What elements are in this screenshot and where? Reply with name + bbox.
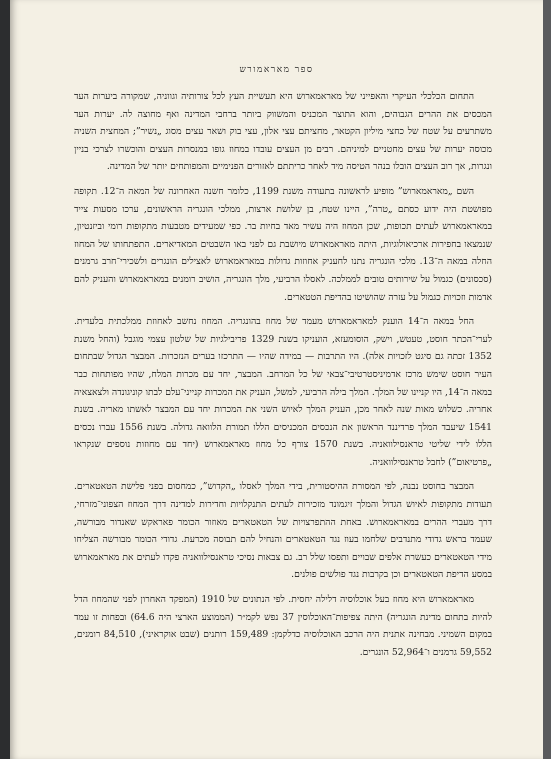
page-body (74, 88, 492, 668)
paragraph: מאראמארוש היא מחוז בעל אוכלוסיה דלילה יחסית. לפי הנתונים של 1910 (המפקד האחרון לפני שהמחוז הדל להיות בתחום מדינת הונגריה) היתה צפיפות־האוכלוסין 37 נפש לקמ״ר (הממוצע הארצי היה 64.6) ובפחות זו עמד במקום השמיני. מבחינה אתנית היה הרכב האוכלוסיה כדלקמן: 159,489 רותנים (שבט אוקראיני), 84,510 רומנים, 59,552 גרמנים ו־52,964 הונגרים. (74, 594, 493, 658)
paragraph: המבצר בחוסט נבנה, לפי המסורת ההיסטורית, בידי המלך לאסלו „הקדוש”, כמחסום בפני פלישת הטאטארים. תעודות מתקופות לאיוש הגדול והמלך זיגמונד מזכירות לעתים התנקלויות וחדירות למדינה דרך המחוז הצפוני־מזרחי, דרך מעברי ההרים במאראמארוש. באחת ההתפרצויות של הטאטארים מאוזור הכומר פאראקש שאנדור מבורשה, שעמד בראש גדודי מתנדבים שלחמו בעוז נגד הטאטארים והנחיל להם תבוסה מכרעת. גדודי הכומר מבורשה הצליחו מידי הטאטארים כעשרת אלפים שבויים ותפסו שלל רב. גם צבאות נסיכי טראנסילוואניה פקדו לעתים את מאראמארוש במסע הדיפת הטאטארים וכן בקרבות נגד פולשים פולנים. (74, 481, 492, 581)
running-header: ספר מאראמורש (239, 65, 314, 75)
paragraph: החל במאה ה־14 הוענק למאראמארוש מעמד של מחוז בהונגריה. המחוז נחשב לאחוזת ממלכתית בלעדית. לערי־הכתר חוסט, טעטש, וישק, הוסומעזא, הועניקו בשנת 1329 פריבילגיות של שלטון עצמי מוגבל (והחל משנת 1352 זכתה גם סיגט לזכויות אלה). היו התרבות — במידה שהיו — התרכזו בערים הנזכרות. המבצר הגדול שבתחום העיר חוסט שימש מרכז אדמיניסטרטיבי־צבאי של כל המרחב. המבצר, יחד עם מכרות המלח, שהיו מפותחות כבר במאה ה־14, היו קניינו של המלך. המלך בילה הרביעי, למשל, העניק את המכרות קנייני־עלם לבתו קוניגונדה ולצאצאיה אחריה. כשלוש מאות שנה לאחר מכן, העניק המלך לאיוש השני את המכרות יחד עם המבצר לאשתו מאריה. בשנת 1541 שיעבד המלך פרדיננד הראשון את הנכסים המכניסים הללו תמורת הלוואה גדולה. בשנת 1556 עברו נכסים הללו לידי שליטי טראנסילוואניה. בשנת 1570 צורף כל מחוז מאראמארוש (יחד עם מחוזות נוספים שנקראו „פרטיאום”) לחבל טראנסילוואניה. (74, 316, 492, 468)
binding-spine (0, 0, 10, 759)
paragraph: התחום הכלכלי העיקרי והאפייני של מאראמארוש היא תעשיית העץ לכל צורותיה וגווניה, שמקורה ביערות העד המכסים את ההרים הגבוהים, והוא התוצר המכניס והמשווק ביותר ברחבי המדינה ואף מחוצה לה. יערות העד משתרעים על שטח של כחצי מיליון הקטאר, מחציתם עצי אלון, עצי בוק ושאר עצים מסוג „נשיר”; המחצית השניה מכוסה יערות של עצים מחטניים למיניהם. רבים מן העצים עובדו במחוז גופו במנסרות העצים והוכשרו לצרכי בניין ונגרות, אך רוב העצים הובלו בנהר הטיסה מיד לאחר כריתתם לאזורים הפנימיים והמפותחים יותר של המדינה. (74, 91, 492, 173)
page-edge (543, 0, 551, 759)
book-page (10, 0, 543, 759)
paragraph: השם „מאראמארוש” מופיע לראשונה בתעודה משנת 1199, כלומר חשנה האחרונה של המאה ה־12. תקופה מפושטת היה ידוע כסתם „טרה”, היינו שטח, בן שלושת ארצות, ממלכי הונגריה הראשונים, ערכו מסעות צייד במאראמארוש לעתים תכופות, שכן המחוז היה עשיר מאד בחיות בר. כפי שמעידים מטבעות מתקופות רומי וביזנטיון, שנמצאו בחפירות ארכיאולוגיות, היתה מאראמארוש מיושבת גם לפני באו השבטים המאדיארים. התפתחותו של המחוז החלה במאה ה־13. מלכי הונגריה נתנו לחעניק אחוזות גדולות במאראמארוש לאצילים הונגרים ולשכירי־חרב גרמנים (סכסונים) כגמול על שירותים טובים לממלכה. לאסלו הרביעי, מלך הונגריה, הושיב רומנים במאראמארוש והעניק להם אדמות וזכויות כגמול על עזרה שהושיטו בהדיפת הטטארים. (74, 185, 492, 303)
